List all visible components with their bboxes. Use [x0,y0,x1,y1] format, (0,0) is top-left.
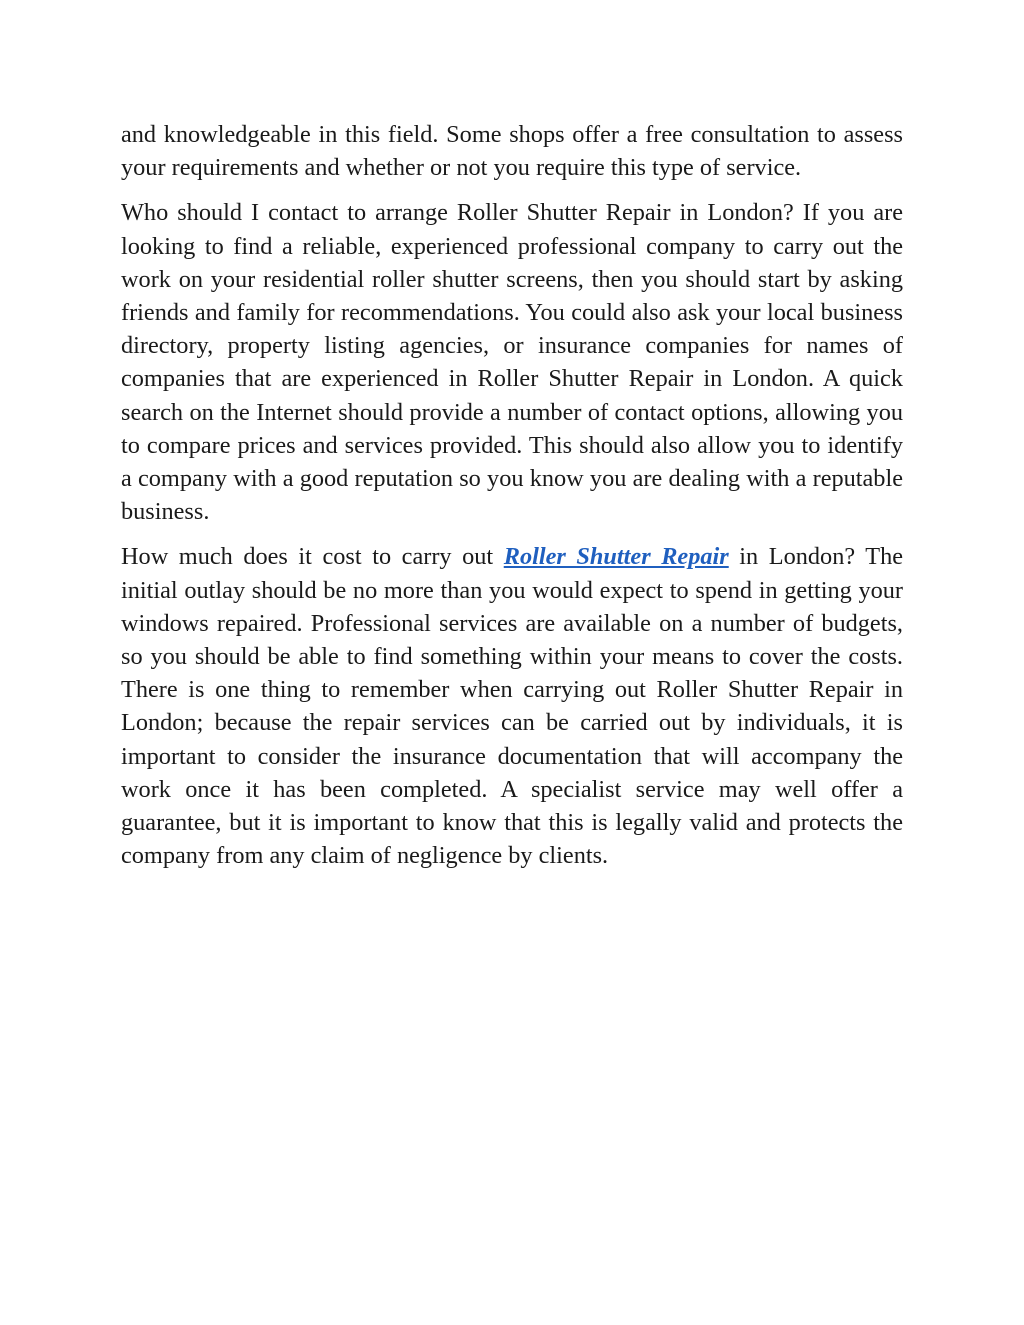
roller-shutter-repair-link[interactable]: Roller Shutter Repair [503,543,729,571]
cost-text-after-link: in London? The initial outlay should be no more than you would expect to spend in getting your windows repaired. Professional services are available on a number of budgets, so you should be able to find something within your means to cover the costs. There is one thing to remember when carrying out Roller Shutter Repair in London; because the repair services can be carried out by individuals, it is important to consider the insurance documentation that will accompany the work once it has been completed. A specialist service may well offer a guarantee, but it is important to know that this is legally valid and protects the company from any claim of negligence by clients. [121,543,904,870]
document-page [121,118,903,884]
paragraph-who-to-contact: Who should I contact to arrange Roller Shutter Repair in London? If you are looking to find a reliable, experienced professional company to carry out the work on your residential roller shutter screens, then you should start by asking friends and family for recommendations. You could also ask your local business directory, property listing agencies, or insurance companies for names of companies that are experienced in Roller Shutter Repair in London. A quick search on the Internet should provide a number of contact options, allowing you to compare prices and services provided. This should also allow you to identify a company with a good reputation so you know you are dealing with a reputable business. [121,199,903,526]
paragraph-cost [121,540,903,872]
paragraph-consultation: and knowledgeable in this field. Some shops offer a free consultation to assess your requirements and whether or not you require this type of service. [121,121,903,182]
cost-text-before-link: How much does it cost to carry out [121,543,504,571]
